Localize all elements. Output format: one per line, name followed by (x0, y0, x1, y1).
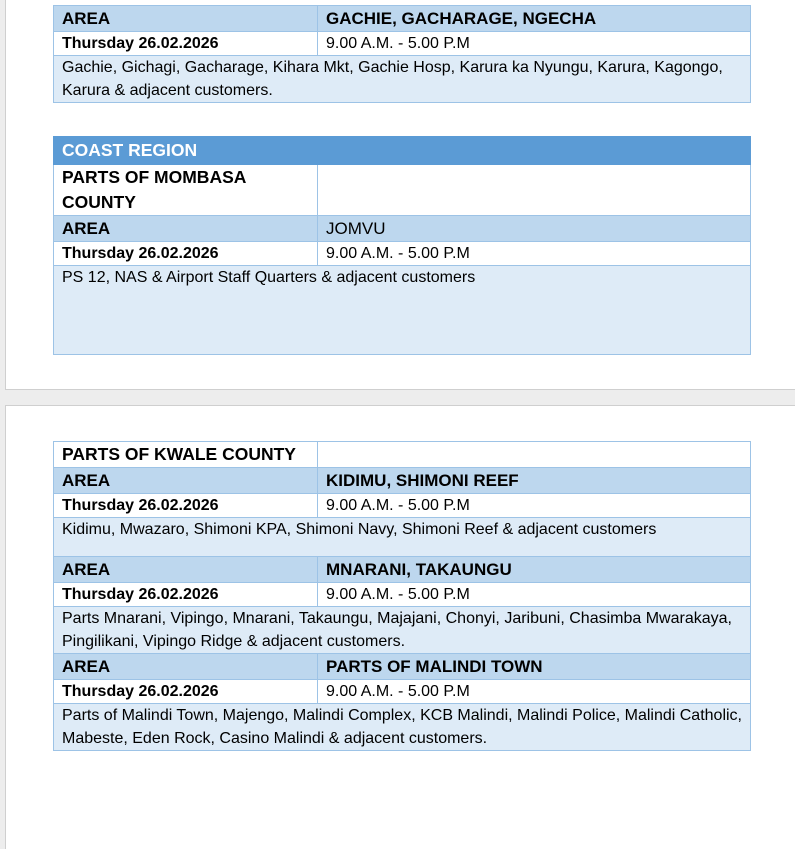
county-row (54, 165, 751, 216)
time-cell: 9.00 A.M. - 5.00 P.M (318, 583, 751, 607)
time-cell: 9.00 A.M. - 5.00 P.M (318, 680, 751, 704)
date-cell: Thursday 26.02.2026 (54, 494, 318, 518)
date-row (54, 680, 751, 704)
area-label: AREA (54, 557, 318, 583)
date-row (54, 583, 751, 607)
coast-schedule-table (53, 136, 751, 355)
area-value: GACHIE, GACHARAGE, NGECHA (318, 6, 751, 32)
time-cell: 9.00 A.M. - 5.00 P.M (318, 494, 751, 518)
description-cell: PS 12, NAS & Airport Staff Quarters & adjacent customers (54, 266, 751, 355)
county-name: PARTS OF KWALE COUNTY (54, 442, 318, 468)
region-row (54, 137, 751, 165)
time-cell: 9.00 A.M. - 5.00 P.M (318, 242, 751, 266)
date-row (54, 32, 751, 56)
nairobi-schedule-table (53, 5, 751, 103)
date-cell: Thursday 26.02.2026 (54, 583, 318, 607)
region-title: COAST REGION (54, 137, 751, 165)
description-row (54, 704, 751, 751)
area-value: MNARANI, TAKAUNGU (318, 557, 751, 583)
date-cell: Thursday 26.02.2026 (54, 242, 318, 266)
county-empty-cell (318, 165, 751, 216)
area-value: PARTS OF MALINDI TOWN (318, 654, 751, 680)
area-label: AREA (54, 654, 318, 680)
area-label: AREA (54, 468, 318, 494)
kwale-schedule-table (53, 441, 751, 751)
area-row (54, 468, 751, 494)
description-cell: Gachie, Gichagi, Gacharage, Kihara Mkt, Gachie Hosp, Karura ka Nyungu, Karura, Kagongo, Karura & adjacent customers. (54, 56, 751, 103)
area-label: AREA (54, 6, 318, 32)
area-row (54, 654, 751, 680)
date-cell: Thursday 26.02.2026 (54, 680, 318, 704)
time-cell: 9.00 A.M. - 5.00 P.M (318, 32, 751, 56)
area-value: JOMVU (318, 216, 751, 242)
description-cell: Kidimu, Mwazaro, Shimoni KPA, Shimoni Navy, Shimoni Reef & adjacent customers (54, 518, 751, 557)
document-page-2 (5, 405, 795, 849)
area-row (54, 6, 751, 32)
description-row (54, 518, 751, 557)
document-page-1 (5, 0, 795, 390)
area-label: AREA (54, 216, 318, 242)
area-row (54, 216, 751, 242)
date-row (54, 242, 751, 266)
county-empty-cell (318, 442, 751, 468)
area-row (54, 557, 751, 583)
county-row (54, 442, 751, 468)
description-row (54, 607, 751, 654)
county-name: PARTS OF MOMBASA COUNTY (54, 165, 318, 216)
date-row (54, 494, 751, 518)
description-cell: Parts of Malindi Town, Majengo, Malindi Complex, KCB Malindi, Malindi Police, Malindi Catholic, Mabeste, Eden Rock, Casino Malindi & adjacent customers. (54, 704, 751, 751)
description-row (54, 56, 751, 103)
description-row (54, 266, 751, 355)
area-value: KIDIMU, SHIMONI REEF (318, 468, 751, 494)
description-cell: Parts Mnarani, Vipingo, Mnarani, Takaungu, Majajani, Chonyi, Jaribuni, Chasimba Mwarakaya, Pingilikani, Vipingo Ridge & adjacent customers. (54, 607, 751, 654)
date-cell: Thursday 26.02.2026 (54, 32, 318, 56)
